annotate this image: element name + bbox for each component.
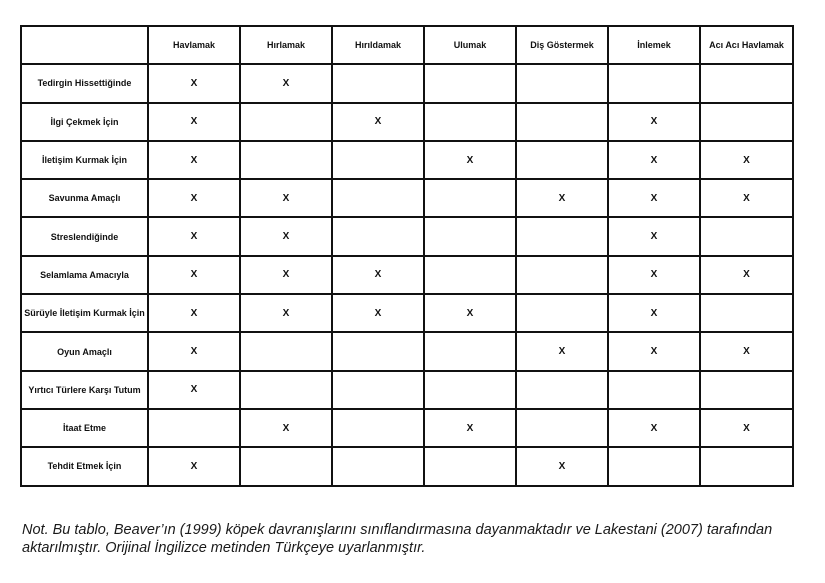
table-cell [332, 371, 424, 409]
row-label: Savunma Amaçlı [21, 179, 148, 217]
table-cell [332, 64, 424, 102]
table-cell: X [332, 103, 424, 141]
table-row [21, 409, 793, 447]
row-label: İlgi Çekmek İçin [21, 103, 148, 141]
table-cell [240, 103, 332, 141]
table-cell: X [424, 141, 516, 179]
dog-behavior-table [20, 25, 794, 487]
table-cell [148, 409, 240, 447]
table-cell: X [608, 409, 700, 447]
table-cell [700, 64, 793, 102]
table-cell [424, 103, 516, 141]
row-label: Tedirgin Hissettiğinde [21, 64, 148, 102]
table-cell [516, 371, 608, 409]
table-cell: X [240, 294, 332, 332]
table-cell: X [240, 217, 332, 255]
row-label: Tehdit Etmek İçin [21, 447, 148, 485]
table-cell [424, 332, 516, 370]
table-cell [608, 371, 700, 409]
table-cell [700, 217, 793, 255]
table-cell: X [240, 256, 332, 294]
table-cell: X [516, 332, 608, 370]
table-cell [700, 371, 793, 409]
row-label: Sürüyle İletişim Kurmak İçin [21, 294, 148, 332]
row-label: Selamlama Amacıyla [21, 256, 148, 294]
table-cell [700, 447, 793, 485]
table-cell [424, 371, 516, 409]
table-cell: X [240, 64, 332, 102]
table-cell: X [608, 103, 700, 141]
table-cell: X [148, 371, 240, 409]
table-cell: X [148, 294, 240, 332]
table-cell: X [700, 332, 793, 370]
table-cell [516, 409, 608, 447]
table-cell: X [148, 332, 240, 370]
row-label: Yırtıcı Türlere Karşı Tutum [21, 371, 148, 409]
table-cell [332, 332, 424, 370]
table-row [21, 141, 793, 179]
row-label: Streslendiğinde [21, 217, 148, 255]
table-cell [332, 409, 424, 447]
table-cell [240, 141, 332, 179]
table-cell [332, 447, 424, 485]
table-cell: X [608, 332, 700, 370]
table-cell [332, 141, 424, 179]
table-cell: X [148, 179, 240, 217]
table-cell: X [148, 447, 240, 485]
row-label: Oyun Amaçlı [21, 332, 148, 370]
column-header: Havlamak [148, 26, 240, 64]
table-cell: X [700, 256, 793, 294]
column-header: Acı Acı Havlamak [700, 26, 793, 64]
table-cell [424, 447, 516, 485]
table-row [21, 64, 793, 102]
table-cell: X [608, 256, 700, 294]
table-cell: X [424, 294, 516, 332]
table-cell [424, 179, 516, 217]
table-cell: X [332, 256, 424, 294]
table-cell: X [148, 103, 240, 141]
table-cell [516, 217, 608, 255]
column-header: Ulumak [424, 26, 516, 64]
table-row [21, 103, 793, 141]
table-cell: X [700, 179, 793, 217]
table-cell [608, 447, 700, 485]
table-cell [332, 217, 424, 255]
table-cell [516, 141, 608, 179]
table-cell: X [148, 64, 240, 102]
table-cell [424, 217, 516, 255]
table-cell: X [516, 179, 608, 217]
table-row [21, 447, 793, 485]
header-row [21, 26, 793, 64]
table-cell: X [148, 141, 240, 179]
table-cell [516, 294, 608, 332]
table-cell: X [700, 409, 793, 447]
table-cell: X [608, 179, 700, 217]
table-row [21, 371, 793, 409]
table-cell: X [332, 294, 424, 332]
table-cell: X [240, 409, 332, 447]
table-cell [424, 256, 516, 294]
table-cell: X [608, 217, 700, 255]
table-row [21, 217, 793, 255]
column-header: Hırıldamak [332, 26, 424, 64]
table-cell [700, 294, 793, 332]
table-cell [424, 64, 516, 102]
table-cell: X [608, 294, 700, 332]
table-row [21, 294, 793, 332]
table-body [21, 64, 793, 485]
row-label: İletişim Kurmak İçin [21, 141, 148, 179]
table-cell: X [700, 141, 793, 179]
table-cell: X [148, 256, 240, 294]
table-cell [240, 332, 332, 370]
table-cell [240, 447, 332, 485]
row-label: İtaat Etme [21, 409, 148, 447]
column-header: Hırlamak [240, 26, 332, 64]
table-cell [516, 103, 608, 141]
table-cell [516, 64, 608, 102]
table-cell: X [240, 179, 332, 217]
table-cell: X [148, 217, 240, 255]
table-cell: X [516, 447, 608, 485]
table-cell [608, 64, 700, 102]
table-cell [240, 371, 332, 409]
table-row [21, 179, 793, 217]
table-row [21, 256, 793, 294]
table-cell: X [608, 141, 700, 179]
table-cell [332, 179, 424, 217]
table-row [21, 332, 793, 370]
behavior-table-container [20, 25, 792, 487]
column-header: İnlemek [608, 26, 700, 64]
table-cell [700, 103, 793, 141]
table-cell [516, 256, 608, 294]
column-header: Diş Göstermek [516, 26, 608, 64]
table-note: Not. Bu tablo, Beaver’ın (1999) köpek davranışlarını sınıflandırmasına dayanmaktadır ve Lakestani (2007) tarafından aktarılmıştır. Orijinal İngilizce metinden Türkçeye uyarlanmıştır. [22, 521, 773, 556]
corner-cell [21, 26, 148, 64]
table-cell: X [424, 409, 516, 447]
